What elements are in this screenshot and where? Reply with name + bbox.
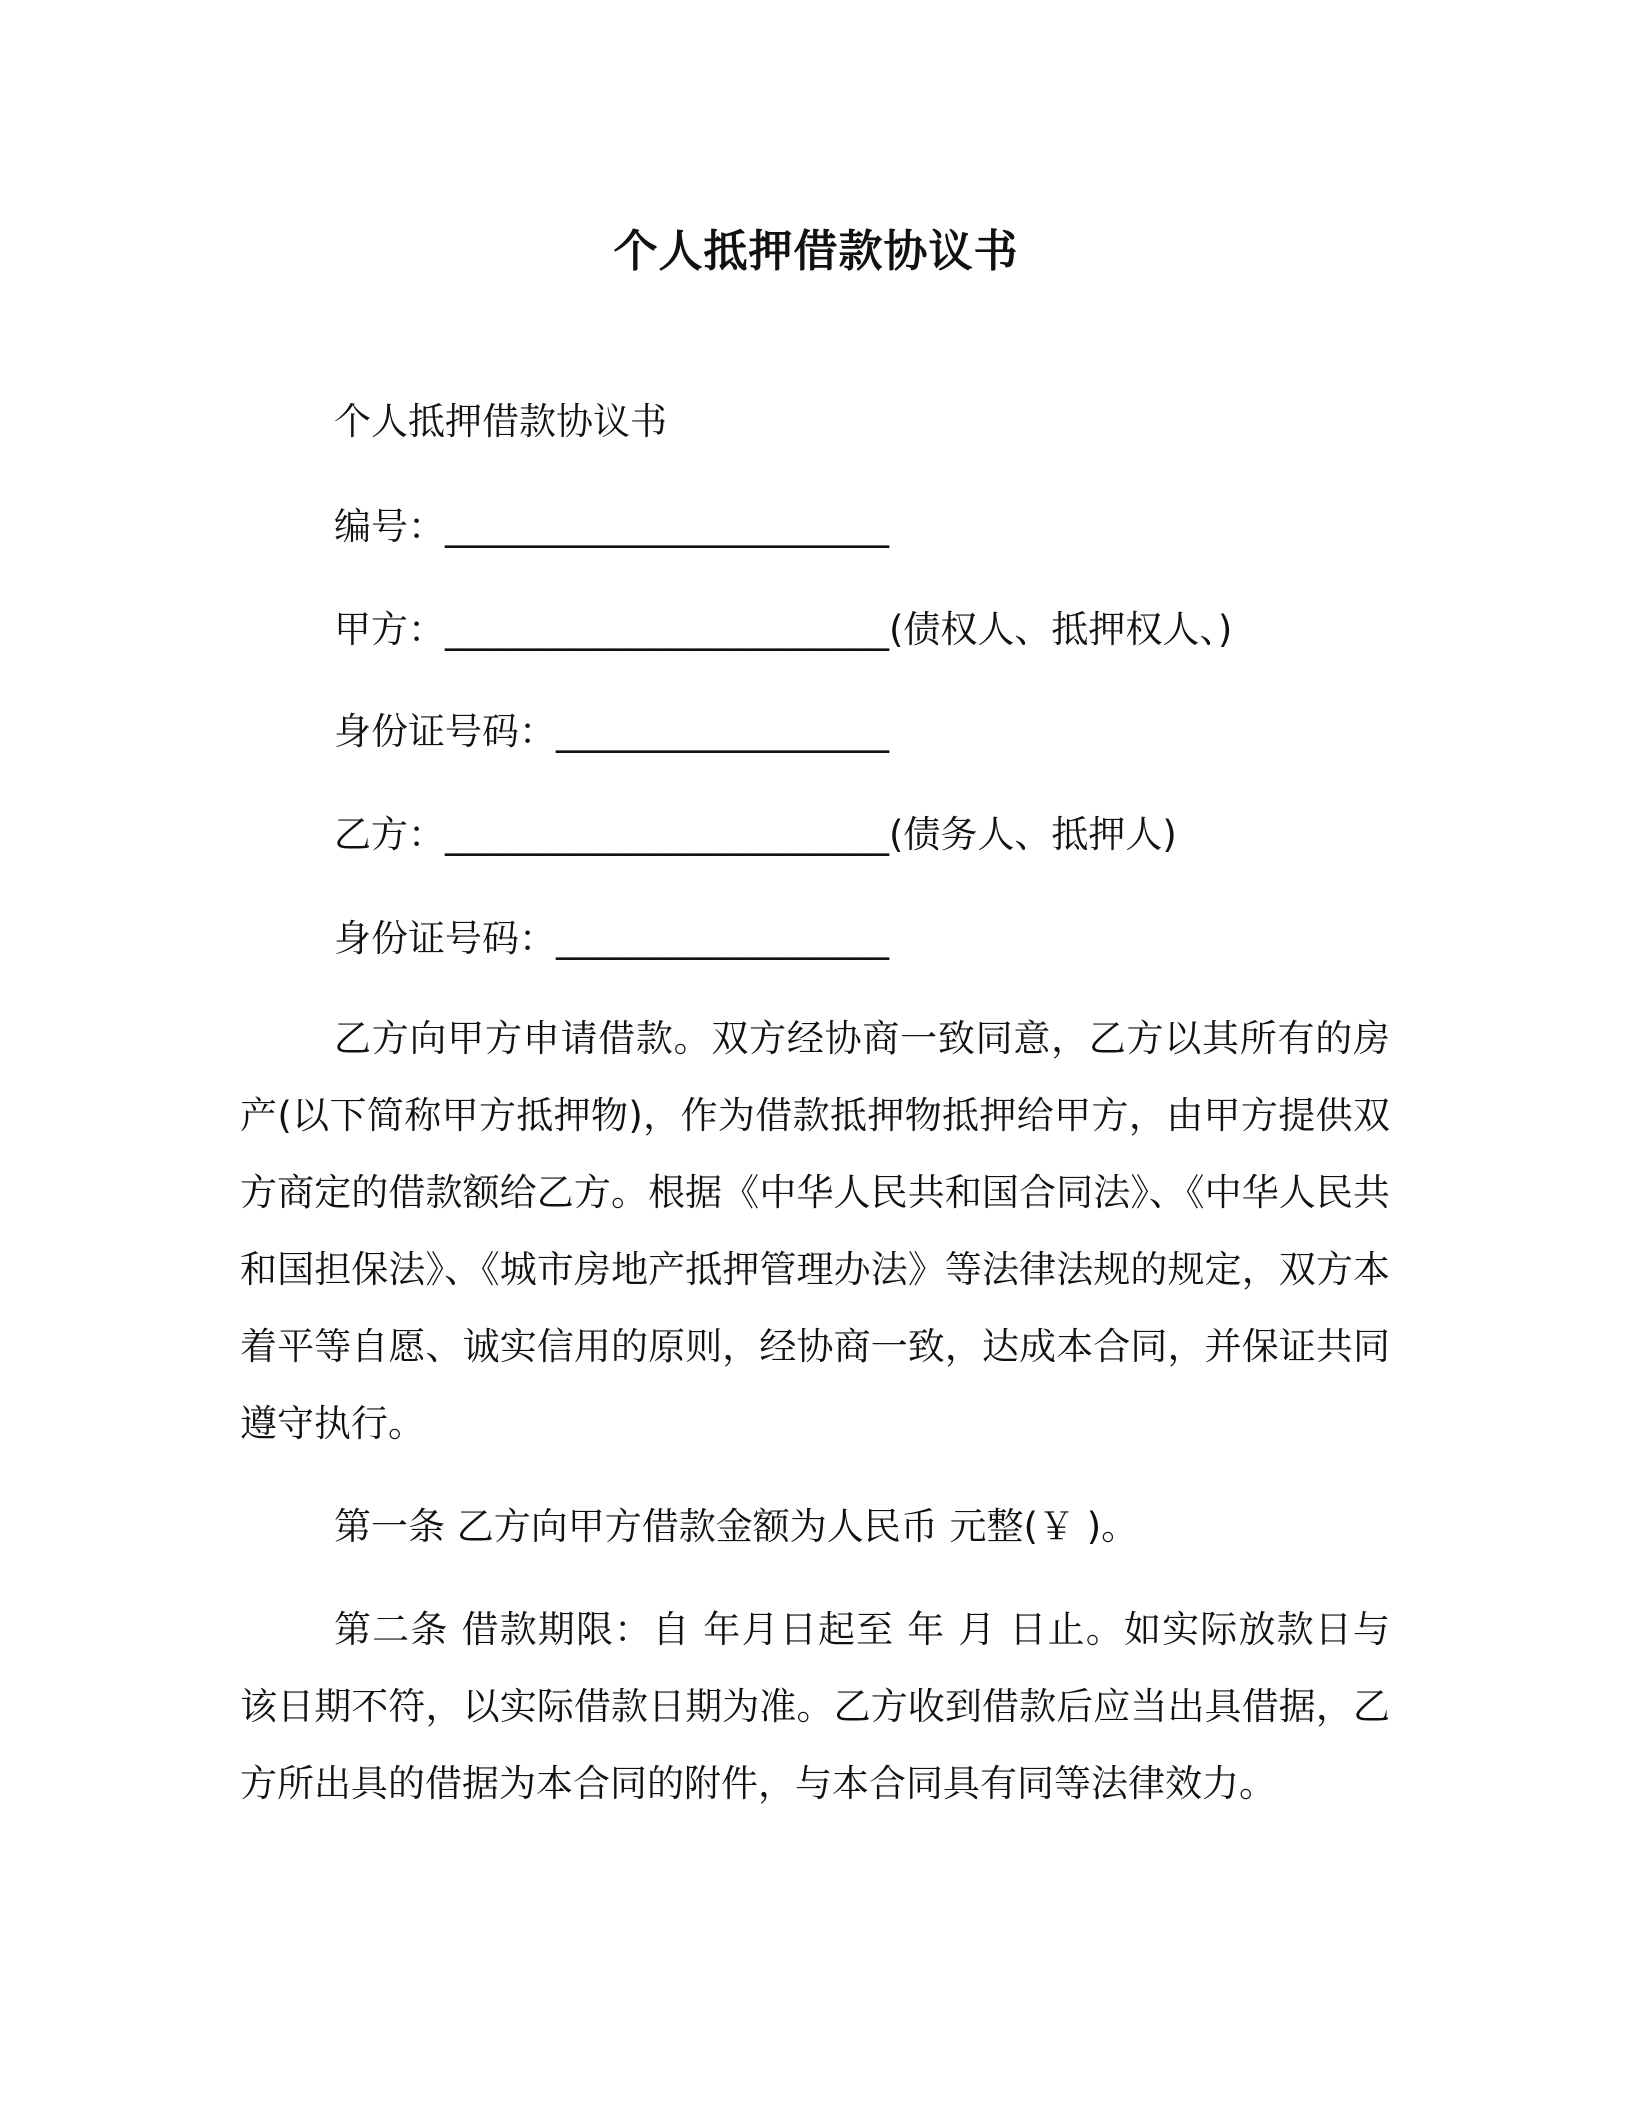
party-b-field: 乙方：________________________(债务人、抵押人) [334, 813, 1177, 856]
party-b-id-field: 身份证号码：__________________ [334, 917, 889, 960]
number-field: 编号：________________________ [334, 505, 889, 548]
party-a-id-field: 身份证号码：__________________ [334, 710, 889, 753]
article-1-paragraph: 第一条 乙方向甲方借款金额为人民币 元整(￥ )。 [334, 1505, 1139, 1548]
party-a-field: 甲方：________________________(债权人、抵押权人、) [334, 608, 1233, 651]
preamble-paragraph: 乙方向甲方申请借款。双方经协商一致同意，乙方以其所有的房产(以下简称甲方抵押物)，作为借款抵押物抵押给甲方，由甲方提供双方商定的借款额给乙方。根据《中华人民共和国合同法》、《中华人民共和国担保法》、《城市房地产抵押管理办法》等法律法规的规定，双方本着平等自愿、诚实信用的原则，经协商一致，达成本合同，并保证共同遵守执行。 [240, 1017, 1390, 1445]
document-title: 个人抵押借款协议书 [613, 226, 1019, 277]
document-subtitle: 个人抵押借款协议书 [334, 400, 667, 443]
article-2-paragraph: 第二条 借款期限：自 年月日起至 年 月 日止。如实际放款日与该日期不符，以实际借款日期为准。乙方收到借款后应当出具借据，乙方所出具的借据为本合同的附件，与本合同具有同等法律效力。 [240, 1608, 1390, 1805]
